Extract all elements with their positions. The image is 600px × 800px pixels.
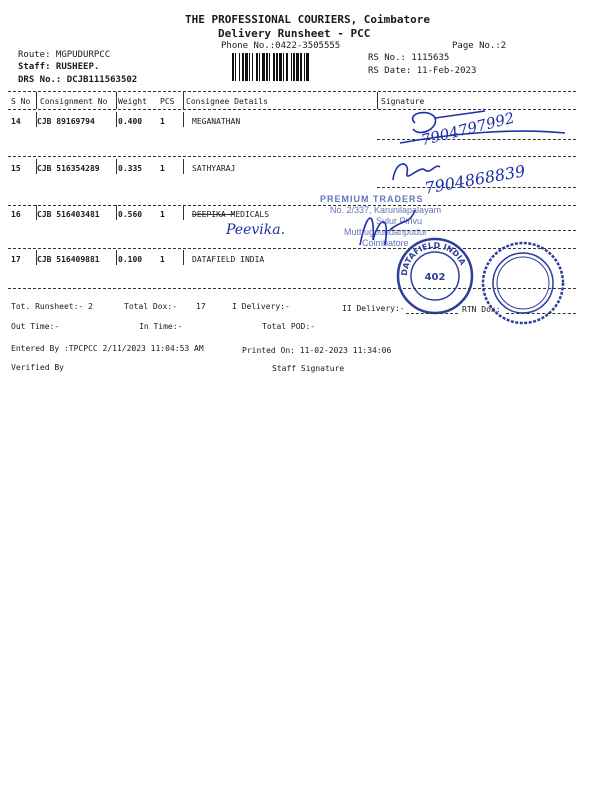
barcode-bar: [300, 53, 302, 81]
row-weight: 0.400: [118, 117, 143, 126]
rs-date: RS Date: 11-Feb-2023: [368, 66, 477, 76]
stamp-line: No. 2/337, Karunilapalayam: [330, 205, 442, 215]
row-pcs: 1: [160, 117, 165, 126]
barcode-bar: [245, 53, 248, 81]
row-divider: [116, 159, 117, 174]
col-divider: [36, 92, 37, 109]
handwritten-name: Peevika.: [226, 222, 286, 238]
drs-number: DRS No.: DCJB111563502: [18, 75, 138, 85]
col-pcs: PCS: [160, 97, 175, 106]
col-signature: Signature: [381, 97, 425, 106]
header-rule-top: [8, 91, 576, 92]
barcode-bar: [259, 53, 260, 81]
row-consignee: DATAFIELD INDIA: [192, 255, 265, 264]
barcode-bar: [283, 53, 284, 81]
row-divider: [36, 112, 37, 127]
barcode-bar: [269, 53, 270, 81]
col-consignment: Consignment No: [40, 97, 108, 106]
runsheet-title: Delivery Runsheet - PCC: [218, 27, 371, 40]
barcode-bar: [242, 53, 244, 81]
total-pod: Total POD:-: [262, 322, 315, 331]
barcode-bar: [235, 53, 236, 81]
ii-delivery-rule: [406, 313, 458, 314]
seal-text: DATAFIELD INDIA: [399, 240, 468, 277]
verified-by: Verified By: [11, 363, 64, 372]
barcode-bar: [296, 53, 299, 81]
handwritten-phone-1: 7904797992: [419, 108, 517, 150]
row-divider: [116, 205, 117, 220]
out-time: Out Time:-: [11, 322, 60, 331]
total-runsheet: Tot. Runsheet:- 2: [11, 302, 93, 311]
row-consignee: DEEPIKA MEDICALS: [192, 210, 270, 219]
row-divider: [183, 205, 184, 220]
strike-through: [192, 214, 234, 215]
row-consignee: SATHYARAJ: [192, 164, 236, 173]
company-seal: [395, 236, 475, 316]
row-pcs: 1: [160, 164, 165, 173]
barcode-bar: [249, 53, 250, 81]
barcode-bar: [262, 53, 265, 81]
barcode-bar: [293, 53, 295, 81]
row-sno: 14: [11, 117, 21, 126]
barcode-bar: [279, 53, 282, 81]
col-divider: [183, 92, 184, 109]
row-consignment: CJB 516403481: [37, 210, 100, 219]
stamp-line: Sulur Pirivu: [376, 216, 423, 226]
ii-delivery: II Delivery:-: [342, 304, 405, 313]
in-time: In Time:-: [139, 322, 183, 331]
barcode-bar: [266, 53, 268, 81]
row-consignee: MEGANATHAN: [192, 117, 241, 126]
col-weight: Weight: [118, 97, 147, 106]
staff: Staff: RUSHEEP.: [18, 62, 100, 72]
barcode-bar: [252, 53, 253, 81]
stamp-line: Coimbatore: [362, 238, 409, 248]
route: Route: MGPUDURPCC: [18, 50, 111, 60]
row-divider: [36, 250, 37, 265]
row-sno: 15: [11, 164, 21, 173]
row-divider: [36, 159, 37, 174]
row-pcs: 1: [160, 210, 165, 219]
row-separator: [8, 205, 576, 206]
row-divider: [116, 250, 117, 265]
row-divider: [116, 112, 117, 127]
total-dox-value: 17: [196, 302, 206, 311]
col-divider: [116, 92, 117, 109]
col-consignee: Consignee Details: [186, 97, 268, 106]
seal-center: 402: [424, 272, 446, 283]
rs-number: RS No.: 1115635: [368, 53, 450, 63]
row-divider: [183, 159, 184, 174]
barcode-bar: [306, 53, 309, 81]
row-divider: [183, 250, 184, 265]
rtn-dox-rule: [506, 313, 576, 314]
row-sno: 17: [11, 255, 21, 264]
i-delivery: I Delivery:-: [232, 302, 290, 311]
row-weight: 0.100: [118, 255, 143, 264]
row-weight: 0.560: [118, 210, 143, 219]
stamp-line: PREMIUM TRADERS: [320, 194, 424, 204]
barcode-bar: [273, 53, 275, 81]
barcode-bar: [304, 53, 305, 81]
barcode-bar: [232, 53, 234, 81]
phone-number: Phone No.:0422-3505555: [221, 41, 341, 51]
row-consignment: CJB 89169794: [37, 117, 95, 126]
row-sno: 16: [11, 210, 21, 219]
row-weight: 0.335: [118, 164, 143, 173]
row-separator: [8, 156, 576, 157]
barcode-bar: [291, 53, 292, 81]
barcode-bar: [256, 53, 258, 81]
rtn-dox: RTN Dox:: [462, 305, 501, 314]
barcode: [232, 53, 360, 81]
staff-signature: Staff Signature: [272, 364, 345, 373]
row-divider: [183, 112, 184, 127]
row-divider: [36, 205, 37, 220]
row-consignment: CJB 516354289: [37, 164, 100, 173]
handwritten-phone-2: 7904868839: [423, 161, 527, 198]
barcode-bar: [286, 53, 288, 81]
barcode-bar: [239, 53, 240, 81]
company-title: THE PROFESSIONAL COURIERS, Coimbatore: [185, 13, 431, 26]
barcode-bar: [276, 53, 278, 81]
row-pcs: 1: [160, 255, 165, 264]
page-number: Page No.:2: [452, 41, 507, 51]
printed-on: Printed On: 11-02-2023 11:34:06: [242, 346, 392, 355]
col-sno: S No: [11, 97, 31, 106]
entered-by: Entered By :TPCPCC 2/11/2023 11:04:53 AM: [11, 344, 204, 353]
row-consignment: CJB 516409881: [37, 255, 100, 264]
total-dox-label: Total Dox:-: [124, 302, 177, 311]
stamp-line: Muthugoundanpudur: [344, 227, 428, 237]
